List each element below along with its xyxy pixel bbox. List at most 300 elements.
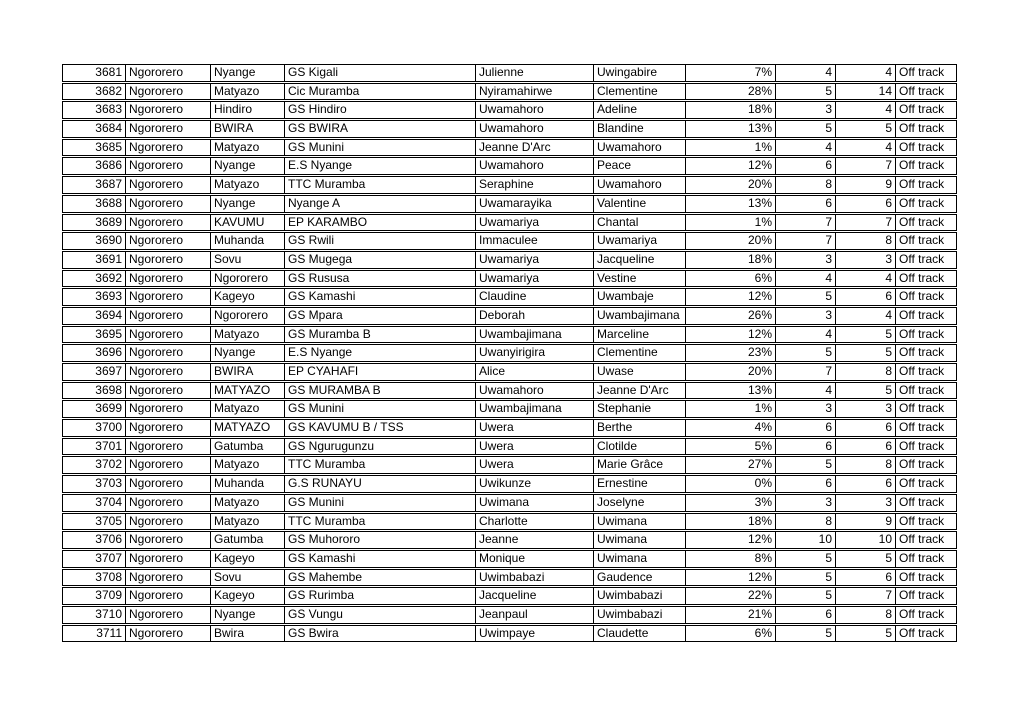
cell-status: Off track bbox=[895, 233, 956, 249]
cell-value-2: 6 bbox=[835, 439, 895, 455]
cell-status: Off track bbox=[895, 252, 956, 268]
cell-district: Ngororero bbox=[125, 383, 210, 399]
cell-sector: Hindiro bbox=[210, 102, 284, 118]
cell-last-name: Peace bbox=[593, 158, 685, 174]
cell-school: GS Munini bbox=[284, 140, 475, 156]
cell-sector: Matyazo bbox=[210, 457, 284, 473]
cell-value-2: 10 bbox=[835, 532, 895, 548]
cell-school: GS Kigali bbox=[284, 65, 475, 81]
cell-percent: 18% bbox=[685, 514, 775, 530]
cell-id: 3683 bbox=[95, 102, 122, 117]
cell-percent: 1% bbox=[685, 215, 775, 231]
cell-sector: Muhanda bbox=[210, 476, 284, 492]
cell-value-2: 4 bbox=[835, 308, 895, 324]
cell-id: 3696 bbox=[95, 345, 122, 360]
cell-id: 3709 bbox=[95, 588, 122, 603]
cell-percent: 28% bbox=[685, 84, 775, 100]
cell-value-1: 5 bbox=[775, 457, 835, 473]
cell-sector: Muhanda bbox=[210, 233, 284, 249]
cell-percent: 22% bbox=[685, 588, 775, 604]
cell-value-1: 5 bbox=[775, 289, 835, 305]
cell-district: Ngororero bbox=[125, 607, 210, 623]
table-row bbox=[62, 176, 957, 194]
cell-school: TTC Muramba bbox=[284, 514, 475, 530]
cell-first-name: Uwamariya bbox=[475, 271, 593, 287]
cell-last-name: Vestine bbox=[593, 271, 685, 287]
cell-value-2: 5 bbox=[835, 345, 895, 361]
cell-school: GS Hindiro bbox=[284, 102, 475, 118]
cell-percent: 27% bbox=[685, 457, 775, 473]
records-table bbox=[62, 64, 957, 642]
cell-last-name: Uwingabire bbox=[593, 65, 685, 81]
cell-value-1: 4 bbox=[775, 383, 835, 399]
cell-last-name: Gaudence bbox=[593, 570, 685, 586]
cell-value-1: 5 bbox=[775, 588, 835, 604]
cell-percent: 6% bbox=[685, 271, 775, 287]
cell-status: Off track bbox=[895, 570, 956, 586]
cell-percent: 13% bbox=[685, 121, 775, 137]
table-row bbox=[62, 157, 957, 175]
cell-value-1: 6 bbox=[775, 607, 835, 623]
cell-status: Off track bbox=[895, 588, 956, 604]
cell-status: Off track bbox=[895, 84, 956, 100]
cell-id: 3691 bbox=[95, 251, 122, 266]
cell-status: Off track bbox=[895, 158, 956, 174]
cell-first-name: Jeanne bbox=[475, 532, 593, 548]
cell-percent: 0% bbox=[685, 476, 775, 492]
cell-value-1: 6 bbox=[775, 196, 835, 212]
cell-value-2: 3 bbox=[835, 495, 895, 511]
cell-last-name: Berthe bbox=[593, 420, 685, 436]
cell-school: EP KARAMBO bbox=[284, 215, 475, 231]
cell-sector: Bwira bbox=[210, 626, 284, 642]
cell-first-name: Uwambajimana bbox=[475, 401, 593, 417]
cell-district: Ngororero bbox=[125, 121, 210, 137]
cell-value-1: 7 bbox=[775, 364, 835, 380]
cell-sector: Nyange bbox=[210, 345, 284, 361]
cell-sector: Nyange bbox=[210, 607, 284, 623]
cell-percent: 8% bbox=[685, 551, 775, 567]
cell-district: Ngororero bbox=[125, 514, 210, 530]
table-row bbox=[62, 139, 957, 157]
cell-school: GS Muramba B bbox=[284, 327, 475, 343]
cell-status: Off track bbox=[895, 476, 956, 492]
cell-status: Off track bbox=[895, 327, 956, 343]
cell-sector: Sovu bbox=[210, 252, 284, 268]
table-row bbox=[62, 101, 957, 119]
cell-value-1: 6 bbox=[775, 476, 835, 492]
cell-last-name: Uwimbabazi bbox=[593, 588, 685, 604]
cell-last-name: Ernestine bbox=[593, 476, 685, 492]
cell-school: GS Mugega bbox=[284, 252, 475, 268]
cell-value-1: 6 bbox=[775, 439, 835, 455]
cell-sector: Matyazo bbox=[210, 177, 284, 193]
cell-district: Ngororero bbox=[125, 532, 210, 548]
cell-first-name: Claudine bbox=[475, 289, 593, 305]
cell-value-1: 5 bbox=[775, 551, 835, 567]
cell-sector: Matyazo bbox=[210, 514, 284, 530]
cell-id: 3711 bbox=[96, 625, 122, 640]
cell-last-name: Marceline bbox=[593, 327, 685, 343]
table-row bbox=[62, 419, 957, 437]
cell-id: 3681 bbox=[95, 65, 122, 79]
table-row bbox=[62, 550, 957, 568]
cell-last-name: Uwamariya bbox=[593, 233, 685, 249]
cell-school: EP CYAHAFI bbox=[284, 364, 475, 380]
cell-value-1: 5 bbox=[775, 121, 835, 137]
cell-first-name: Uwimana bbox=[475, 495, 593, 511]
cell-status: Off track bbox=[895, 514, 956, 530]
cell-status: Off track bbox=[895, 607, 956, 623]
cell-percent: 13% bbox=[685, 383, 775, 399]
cell-school: G.S RUNAYU bbox=[284, 476, 475, 492]
cell-id: 3700 bbox=[95, 420, 122, 435]
cell-percent: 23% bbox=[685, 345, 775, 361]
table-row bbox=[62, 344, 957, 362]
cell-last-name: Uwamahoro bbox=[593, 140, 685, 156]
cell-district: Ngororero bbox=[125, 626, 210, 642]
cell-value-1: 3 bbox=[775, 308, 835, 324]
cell-value-1: 4 bbox=[775, 271, 835, 287]
cell-status: Off track bbox=[895, 457, 956, 473]
cell-first-name: Uwimbabazi bbox=[475, 570, 593, 586]
cell-value-2: 5 bbox=[835, 121, 895, 137]
cell-school: GS Muhororo bbox=[284, 532, 475, 548]
cell-status: Off track bbox=[895, 383, 956, 399]
cell-percent: 4% bbox=[685, 420, 775, 436]
table-row bbox=[62, 606, 957, 624]
table-row bbox=[62, 195, 957, 213]
cell-value-1: 7 bbox=[775, 233, 835, 249]
cell-value-2: 3 bbox=[835, 252, 895, 268]
cell-percent: 12% bbox=[685, 327, 775, 343]
cell-sector: Nyange bbox=[210, 158, 284, 174]
cell-school: Nyange A bbox=[284, 196, 475, 212]
cell-district: Ngororero bbox=[125, 327, 210, 343]
table-row bbox=[62, 326, 957, 344]
cell-sector: Gatumba bbox=[210, 532, 284, 548]
cell-last-name: Uwamahoro bbox=[593, 177, 685, 193]
cell-school: GS Rurimba bbox=[284, 588, 475, 604]
cell-id: 3695 bbox=[95, 326, 122, 341]
cell-id: 3708 bbox=[95, 569, 122, 584]
cell-status: Off track bbox=[895, 532, 956, 548]
cell-sector: Nyange bbox=[210, 65, 284, 81]
cell-first-name: Uwera bbox=[475, 420, 593, 436]
cell-value-2: 8 bbox=[835, 457, 895, 473]
cell-status: Off track bbox=[895, 495, 956, 511]
cell-value-1: 4 bbox=[775, 327, 835, 343]
cell-percent: 5% bbox=[685, 439, 775, 455]
table-row bbox=[62, 251, 957, 269]
cell-value-2: 6 bbox=[835, 476, 895, 492]
cell-school: TTC Muramba bbox=[284, 177, 475, 193]
cell-value-1: 10 bbox=[775, 532, 835, 548]
cell-id: 3688 bbox=[95, 195, 122, 210]
cell-percent: 1% bbox=[685, 140, 775, 156]
cell-status: Off track bbox=[895, 626, 956, 642]
cell-district: Ngororero bbox=[125, 551, 210, 567]
cell-district: Ngororero bbox=[125, 252, 210, 268]
table-row bbox=[62, 494, 957, 512]
cell-first-name: Uwamahoro bbox=[475, 121, 593, 137]
cell-id: 3687 bbox=[95, 177, 122, 192]
cell-district: Ngororero bbox=[125, 215, 210, 231]
table-row bbox=[62, 400, 957, 418]
cell-percent: 12% bbox=[685, 289, 775, 305]
cell-first-name: Monique bbox=[475, 551, 593, 567]
cell-school: GS MURAMBA B bbox=[284, 383, 475, 399]
cell-value-1: 4 bbox=[775, 65, 835, 81]
cell-percent: 20% bbox=[685, 233, 775, 249]
cell-sector: Kageyo bbox=[210, 588, 284, 604]
cell-first-name: Nyiramahirwe bbox=[475, 84, 593, 100]
cell-status: Off track bbox=[895, 551, 956, 567]
cell-first-name: Uwamahoro bbox=[475, 383, 593, 399]
cell-school: GS KAVUMU B / TSS bbox=[284, 420, 475, 436]
cell-sector: Matyazo bbox=[210, 140, 284, 156]
cell-first-name: Uwamariya bbox=[475, 215, 593, 231]
cell-district: Ngororero bbox=[125, 495, 210, 511]
cell-last-name: Uwimana bbox=[593, 514, 685, 530]
cell-id: 3690 bbox=[95, 233, 122, 248]
cell-district: Ngororero bbox=[125, 84, 210, 100]
cell-percent: 7% bbox=[685, 65, 775, 81]
cell-district: Ngororero bbox=[125, 570, 210, 586]
cell-id: 3692 bbox=[95, 270, 122, 285]
cell-id: 3684 bbox=[95, 121, 122, 136]
cell-status: Off track bbox=[895, 65, 956, 81]
cell-id: 3699 bbox=[95, 401, 122, 416]
cell-school: GS Munini bbox=[284, 401, 475, 417]
cell-id: 3702 bbox=[95, 457, 122, 472]
cell-value-2: 4 bbox=[835, 102, 895, 118]
cell-sector: BWIRA bbox=[210, 364, 284, 380]
table-row bbox=[62, 587, 957, 605]
cell-status: Off track bbox=[895, 364, 956, 380]
cell-status: Off track bbox=[895, 196, 956, 212]
cell-last-name: Adeline bbox=[593, 102, 685, 118]
cell-first-name: Charlotte bbox=[475, 514, 593, 530]
cell-percent: 18% bbox=[685, 102, 775, 118]
cell-last-name: Uwimbabazi bbox=[593, 607, 685, 623]
cell-value-1: 6 bbox=[775, 420, 835, 436]
cell-district: Ngororero bbox=[125, 476, 210, 492]
table-row bbox=[62, 363, 957, 381]
cell-first-name: Uwamahoro bbox=[475, 158, 593, 174]
cell-sector: Ngororero bbox=[210, 308, 284, 324]
cell-school: GS Bwira bbox=[284, 626, 475, 642]
cell-last-name: Jeanne D'Arc bbox=[593, 383, 685, 399]
cell-value-1: 7 bbox=[775, 215, 835, 231]
cell-last-name: Clementine bbox=[593, 345, 685, 361]
cell-school: GS Rususa bbox=[284, 271, 475, 287]
cell-sector: Matyazo bbox=[210, 327, 284, 343]
cell-district: Ngororero bbox=[125, 158, 210, 174]
cell-id: 3698 bbox=[95, 382, 122, 397]
cell-id: 3689 bbox=[95, 214, 122, 229]
cell-value-2: 9 bbox=[835, 514, 895, 530]
cell-value-1: 8 bbox=[775, 514, 835, 530]
cell-district: Ngororero bbox=[125, 401, 210, 417]
table-row bbox=[62, 456, 957, 474]
cell-first-name: Julienne bbox=[475, 65, 593, 81]
cell-school: GS Kamashi bbox=[284, 551, 475, 567]
cell-value-2: 8 bbox=[835, 607, 895, 623]
cell-sector: BWIRA bbox=[210, 121, 284, 137]
table-row bbox=[62, 382, 957, 400]
cell-percent: 12% bbox=[685, 532, 775, 548]
cell-first-name: Deborah bbox=[475, 308, 593, 324]
cell-first-name: Uwimpaye bbox=[475, 626, 593, 642]
cell-sector: Sovu bbox=[210, 570, 284, 586]
cell-first-name: Alice bbox=[475, 364, 593, 380]
cell-last-name: Uwimana bbox=[593, 532, 685, 548]
cell-percent: 18% bbox=[685, 252, 775, 268]
cell-last-name: Uwambajimana bbox=[593, 308, 685, 324]
cell-status: Off track bbox=[895, 140, 956, 156]
cell-value-1: 8 bbox=[775, 177, 835, 193]
cell-last-name: Marie Grâce bbox=[593, 457, 685, 473]
cell-percent: 3% bbox=[685, 495, 775, 511]
cell-school: TTC Muramba bbox=[284, 457, 475, 473]
cell-percent: 20% bbox=[685, 364, 775, 380]
cell-first-name: Uwikunze bbox=[475, 476, 593, 492]
cell-first-name: Jeanpaul bbox=[475, 607, 593, 623]
cell-sector: Nyange bbox=[210, 196, 284, 212]
cell-district: Ngororero bbox=[125, 196, 210, 212]
cell-district: Ngororero bbox=[125, 457, 210, 473]
cell-value-1: 5 bbox=[775, 84, 835, 100]
cell-value-2: 7 bbox=[835, 158, 895, 174]
cell-district: Ngororero bbox=[125, 345, 210, 361]
cell-value-2: 5 bbox=[835, 327, 895, 343]
cell-last-name: Stephanie bbox=[593, 401, 685, 417]
cell-school: GS BWIRA bbox=[284, 121, 475, 137]
cell-value-1: 5 bbox=[775, 570, 835, 586]
cell-first-name: Uwamariya bbox=[475, 252, 593, 268]
cell-school: GS Mpara bbox=[284, 308, 475, 324]
table-row bbox=[62, 288, 957, 306]
table-row bbox=[62, 625, 957, 643]
cell-district: Ngororero bbox=[125, 271, 210, 287]
table-row bbox=[62, 232, 957, 250]
cell-last-name: Clotilde bbox=[593, 439, 685, 455]
cell-id: 3707 bbox=[95, 550, 122, 565]
cell-value-1: 3 bbox=[775, 495, 835, 511]
cell-school: GS Mahembe bbox=[284, 570, 475, 586]
table-row bbox=[62, 531, 957, 549]
cell-first-name: Immaculee bbox=[475, 233, 593, 249]
cell-district: Ngororero bbox=[125, 308, 210, 324]
cell-value-2: 5 bbox=[835, 626, 895, 642]
table-row bbox=[62, 64, 957, 82]
table-row bbox=[62, 307, 957, 325]
cell-value-2: 6 bbox=[835, 420, 895, 436]
cell-value-1: 4 bbox=[775, 140, 835, 156]
table-row bbox=[62, 475, 957, 493]
table-row bbox=[62, 569, 957, 587]
cell-last-name: Uwambaje bbox=[593, 289, 685, 305]
cell-value-1: 6 bbox=[775, 158, 835, 174]
table-row bbox=[62, 438, 957, 456]
cell-status: Off track bbox=[895, 345, 956, 361]
cell-last-name: Uwase bbox=[593, 364, 685, 380]
cell-value-2: 6 bbox=[835, 289, 895, 305]
cell-status: Off track bbox=[895, 102, 956, 118]
cell-id: 3701 bbox=[95, 438, 122, 453]
cell-status: Off track bbox=[895, 271, 956, 287]
cell-id: 3697 bbox=[95, 364, 122, 378]
cell-percent: 6% bbox=[685, 626, 775, 642]
cell-status: Off track bbox=[895, 289, 956, 305]
cell-last-name: Uwimana bbox=[593, 551, 685, 567]
cell-district: Ngororero bbox=[125, 439, 210, 455]
cell-first-name: Uwamarayika bbox=[475, 196, 593, 212]
cell-value-1: 3 bbox=[775, 102, 835, 118]
cell-school: GS Kamashi bbox=[284, 289, 475, 305]
table-row bbox=[62, 214, 957, 232]
cell-school: GS Rwili bbox=[284, 233, 475, 249]
cell-district: Ngororero bbox=[125, 289, 210, 305]
cell-last-name: Valentine bbox=[593, 196, 685, 212]
cell-id: 3694 bbox=[95, 307, 122, 322]
cell-value-2: 6 bbox=[835, 196, 895, 212]
cell-value-2: 5 bbox=[835, 551, 895, 567]
cell-id: 3710 bbox=[95, 606, 122, 621]
cell-percent: 21% bbox=[685, 607, 775, 623]
cell-value-2: 4 bbox=[835, 271, 895, 287]
cell-last-name: Jacqueline bbox=[593, 252, 685, 268]
cell-sector: MATYAZO bbox=[210, 420, 284, 436]
cell-first-name: Uwera bbox=[475, 439, 593, 455]
cell-value-2: 7 bbox=[835, 588, 895, 604]
cell-percent: 13% bbox=[685, 196, 775, 212]
cell-value-2: 3 bbox=[835, 401, 895, 417]
cell-sector: Matyazo bbox=[210, 495, 284, 511]
cell-last-name: Claudette bbox=[593, 626, 685, 642]
cell-id: 3693 bbox=[95, 289, 122, 304]
cell-status: Off track bbox=[895, 401, 956, 417]
cell-school: E.S Nyange bbox=[284, 345, 475, 361]
cell-school: GS Vungu bbox=[284, 607, 475, 623]
cell-sector: Matyazo bbox=[210, 84, 284, 100]
cell-value-2: 7 bbox=[835, 215, 895, 231]
cell-first-name: Jeanne D'Arc bbox=[475, 140, 593, 156]
cell-percent: 1% bbox=[685, 401, 775, 417]
cell-school: GS Munini bbox=[284, 495, 475, 511]
cell-district: Ngororero bbox=[125, 177, 210, 193]
cell-id: 3686 bbox=[95, 158, 122, 173]
cell-last-name: Joselyne bbox=[593, 495, 685, 511]
table-row bbox=[62, 513, 957, 531]
cell-value-2: 5 bbox=[835, 383, 895, 399]
cell-sector: Kageyo bbox=[210, 551, 284, 567]
cell-value-1: 5 bbox=[775, 345, 835, 361]
cell-sector: Kageyo bbox=[210, 289, 284, 305]
cell-percent: 12% bbox=[685, 570, 775, 586]
cell-district: Ngororero bbox=[125, 364, 210, 380]
cell-value-2: 4 bbox=[835, 140, 895, 156]
cell-percent: 26% bbox=[685, 308, 775, 324]
cell-id: 3706 bbox=[95, 532, 122, 547]
cell-school: GS Ngurugunzu bbox=[284, 439, 475, 455]
cell-last-name: Clementine bbox=[593, 84, 685, 100]
cell-status: Off track bbox=[895, 420, 956, 436]
cell-district: Ngororero bbox=[125, 65, 210, 81]
cell-sector: Matyazo bbox=[210, 401, 284, 417]
cell-value-2: 9 bbox=[835, 177, 895, 193]
